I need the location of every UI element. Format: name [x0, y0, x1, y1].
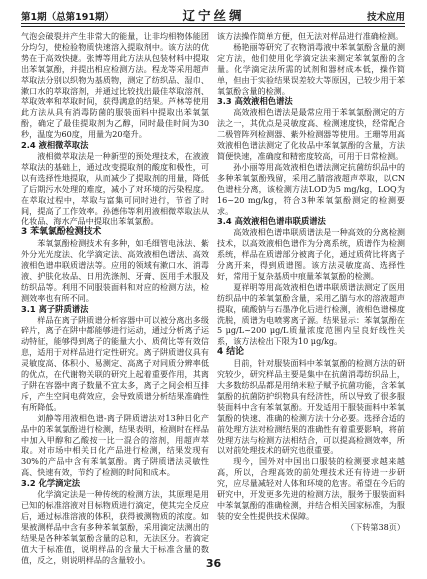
paragraph: 杨艳丽等研究了衣物消毒液中苯氧氯酚含量的测定方法，他们使用化学滴定法来测定苯氧氯酚的含量。化学滴定法所需的试剂和器材成本低，操作简单，但由于实验结果误差较大等原因，已较少用于苯氧氯酚含量的检测。 [217, 41, 405, 96]
paragraph: 液相微萃取法是一种新型的预处理技术，在液液萃取法的基础上，通过改变提取剂的酸度和极性，可以有选择性地提取，从而减少了提取剂的用量，降低了后期污水处理的难度，减小了对环境的污染程度。在萃取过程中，萃取与富集可同时进行，节省了时间，提高了工作效率。孙德伟等利用液相微萃取法从化妆品、海水产品中提取出苯氧氯酚。 [21, 150, 209, 227]
paragraph: 化学滴定法是一种传统的检测方法，其原理是用已知的标准溶液对目标物质进行滴定，使其完全反应后，通过标准溶液的体积，获得被测物质的浓度。如果被测样品中含有多种苯氧氯酚，采用滴定法测出的结果是各种苯氧氯酚含量的总和，无法区分。若滴定值大于标准值，说明样品的含量大于标准含量的数值，反之，则说明样品的含量较小。 [21, 489, 209, 565]
paragraph: 夏祥明等用高效液相色谱串联质谱法测定了医用纺织品中的苯氧氯酚含量，采用乙腈与水的溶液超声提取，硫酸钠与石墨净化后进行检测，液相色谱梯度洗脱，质谱为电喷雾离子源。结果显示：苯氧氯酚在5 μg/L~200 μg/L质量浓度范围内呈良好线性关系，该方法检出下限为10 μg/kg。 [217, 281, 405, 347]
paragraph: 该方法操作简单方便，但无法对样品进行准确检测。 [217, 31, 404, 41]
right-column [217, 31, 405, 553]
header-issue: 第1期（总第191期） [21, 12, 114, 23]
paragraph: 苯氧氯酚检测技术有多种，如毛细管电泳法、紫外分光光度法、化学滴定法、高效液相色谱法、高效液相色谱串联质谱法等。应用的领域有漱口水、消毒液、护肤化妆品、日用洗涤剂、牙膏、医用手术服及纺织品等。利用不同服装面料和对应的检测方法，检测效率也有所不同。 [21, 238, 209, 303]
paragraph: 高效液相色谱法是最常应用于苯氧氯酚测定的方法之一，其优点是灵敏度高、检测速度快，经常配合二极管阵列检测器、紫外检测器等使用。王珊等用高效液相色谱法测定了化妆品中苯氧氯酚的含量，方法简便快速，准确度和精密度较高，可用于日常检测。 [217, 107, 405, 161]
section-heading-4: 4 结论 [217, 347, 245, 358]
paragraph: 气泡会破裂并产生非常大的能量，让非均相物体能团分均匀，使检验物质快速溶入提取剂中。该方法的优势在于高效快捷。张博等用此方法从包装材料中提取出苯氧氯酚，并提出相应检测方法。程龙等采用超声萃取法分别以织物为基质物，测定了纺织品、湿巾、漱口水的萃取溶剂，并通过比较找出最佳萃取溶剂、萃取效率和萃取时间，获得满意的结果。芦林等使用此方法从具有消毒防菌的服装面料中提取出苯氧氯酚，确定了最佳提取剂为乙醇，同时最佳时间为30秒，温度为60度，用量为20毫升。 [21, 31, 209, 140]
section-heading-3-3: 3.3 高效液相色谱法 [217, 96, 293, 107]
header-rule-thin [21, 26, 405, 27]
section-heading-3-1: 3.1 离子阱质谱法 [21, 303, 89, 314]
section-heading-3-2: 3.2 化学滴定法 [21, 478, 81, 489]
page-number: 36 [205, 557, 222, 570]
paragraph: 目前，针对服装面料中苯氧氯酚的检测方法的研究较少，研究样品主要是集中在抗菌消毒纺织品上，大多数纺织品都是用纳米粒子赋予抗菌功能，含苯氧氯酚的抗菌防护织物具有经济性，所以导致了很多服装面料中含有苯氧氯酚。开发适用于服装面料中苯氧氯酚的快速、准确的检测方法十分必要。选择合适的前处理方法对检测结果的准确性有着重要影响，将前处理方法与检测方法相结合，可以提高检测效率，所以对前处理技术的研究也很重要。 [217, 358, 405, 456]
header-section: 技术应用 [366, 12, 405, 23]
paragraph: 刘静等用液相色谱-离子阱质谱法对13种日化产品中的苯氧氯酚进行检测，结果表明，检测时在样品中加入甲醇和乙酸按一比一混合的溶剂，用超声萃取。对市场中相关日化产品进行检测，结果发现有30%的产品中含有苯氧氯酚。离子阱质谱法灵敏性高、快速有效，节约了检测的时间和成本。 [21, 412, 209, 478]
section-heading-2-4: 2.4 液相微萃取法 [21, 140, 89, 151]
section-heading-3-4: 3.4 高效液相色谱串联质谱法 [217, 216, 326, 227]
header-rule-thick [21, 23, 405, 24]
continued-note: （下转第38页） [346, 521, 405, 532]
paragraph: 现今，国外对中国出口服装的检测要求越来越高，所以，合理高效的前处理技术还有待进一步研究，应尽量减轻对人体和环境的危害。希望在今后的研究中，开发更多先进的检测方法，服务于服装面料中苯氧氯酚的准确检测，并结合相关国家标准，为服装的安全性提供技术保障。 [217, 456, 405, 521]
paragraph: 样品在离子阱质谱分析容器中可以被分离出多级碎片，离子在阱中都能够进行运动，通过分析离子运动特征，能够得到离子的能量大小、质荷比等有效信息，适用于对样品进行定性研究。离子阱质谱仪具有灵敏度高、体积小、易测定、高离子对同质分辨率低的优点，在代谢物关联的研究上起着重要作用，其离子阱在容器中离子数量不宜太多，离子之间会相互排斥，产生空间电荷效应，会导致质谱分析结果准确性有所降低。 [21, 314, 209, 412]
paragraph: 高效液相色谱串联质谱法是一种高效的分离检测技术，以高效液相色谱作为分离系统，质谱作为检测系统，样品在质谱部分被离子化，通过质荷比将离子分离开来，得到质谱图。该方法灵敏度高、选择性好，常用于复杂基质中痕量苯氧氯酚的检测。 [217, 227, 405, 281]
left-column [21, 31, 209, 565]
header-journal-title: 辽宁丝绸 [182, 8, 245, 23]
paragraph: 孙小丽等用高效液相色谱法测定抗菌纺织品中的多种苯氧氯酚残留，采用乙腈溶液超声萃取，以CN色谱柱分离，该检测方法LOD为5 mg/kg，LOQ为16~20 mg/kg，符合3种苯氧氯酚测定的检测要求。 [217, 161, 405, 216]
section-heading-3: 3 苯氧氯酚检测技术 [21, 227, 102, 238]
